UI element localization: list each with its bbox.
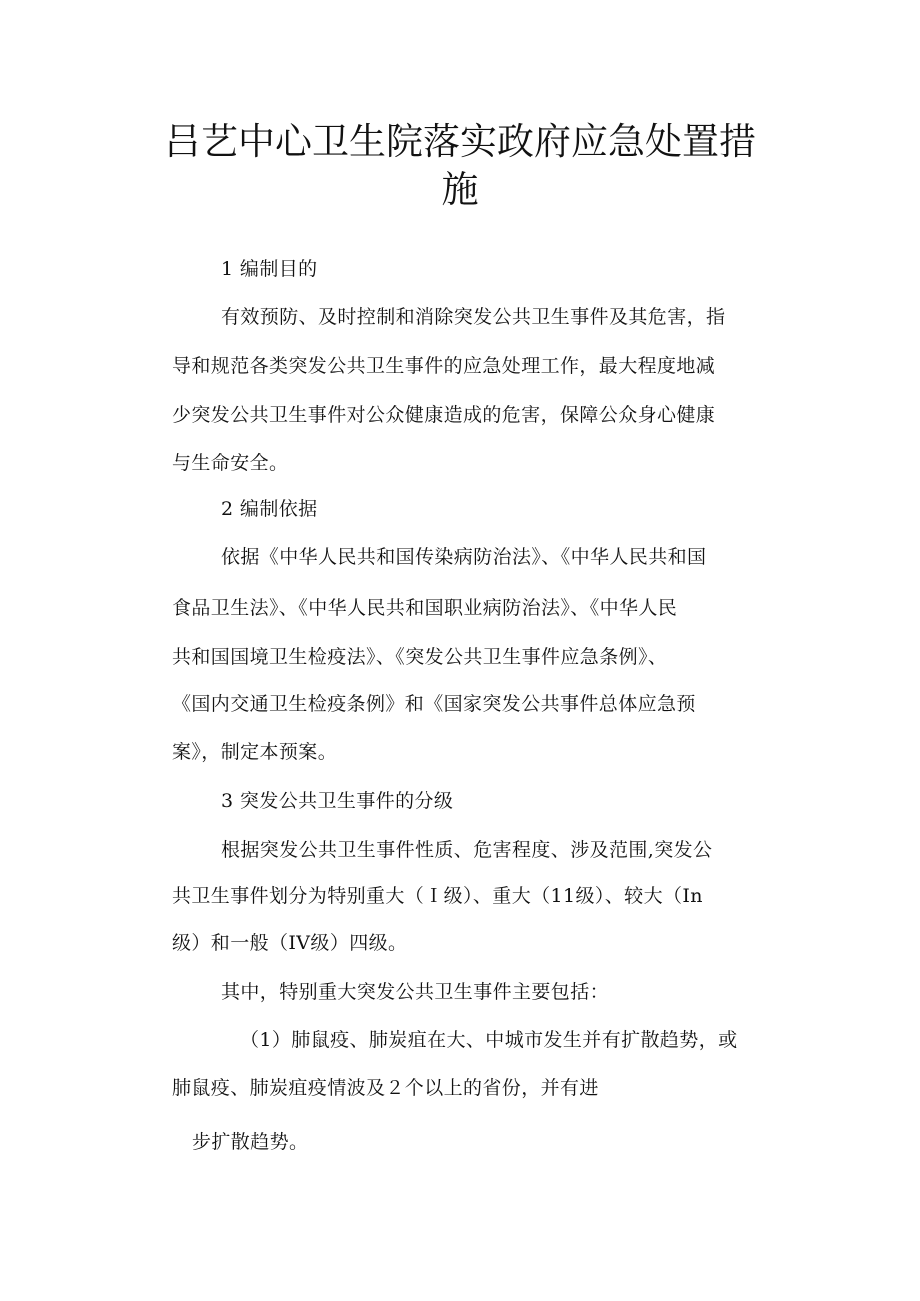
paragraph-line: 《国内交通卫生检疫条例》和《国家突发公共事件总体应急预: [172, 693, 696, 715]
section-heading: 3 突发公共卫生事件的分级: [221, 790, 454, 812]
paragraph-line: 食品卫生法》、《中华人民共和国职业病防治法》、《中华人民: [172, 597, 678, 619]
paragraph-line: 少突发公共卫生事件对公众健康造成的危害，保障公众身心健康: [172, 404, 716, 426]
paragraph-line: 案》，制定本预案。: [172, 741, 338, 763]
section-heading: 2 编制依据: [221, 498, 318, 520]
document-title: 吕艺中心卫生院落实政府应急处置措施: [164, 120, 756, 211]
paragraph-line: 导和规范各类突发公共卫生事件的应急处理工作，最大程度地减: [172, 355, 716, 377]
list-item-line: （1）肺鼠疫、肺炭疽在大、中城市发生并有扩散趋势，或: [240, 1029, 738, 1051]
paragraph-line: 依据《中华人民共和国传染病防治法》、《中华人民共和国: [221, 546, 707, 568]
paragraph-line: 其中，特别重大突发公共卫生事件主要包括：: [221, 981, 610, 1003]
paragraph-line: 与生命安全。: [172, 452, 289, 474]
paragraph-line: 有效预防、及时控制和消除突发公共卫生事件及其危害，指: [221, 306, 726, 328]
paragraph-line: 级）和一般（IV级）四级。: [172, 932, 408, 954]
section-heading: 1 编制目的: [221, 258, 318, 280]
list-item-line: 肺鼠疫、肺炭疽疫情波及２个以上的省份，并有进: [172, 1077, 599, 1099]
paragraph-line: 根据突发公共卫生事件性质、危害程度、涉及范围,突发公: [221, 839, 713, 861]
paragraph-line: 共卫生事件划分为特别重大（Ｉ级）、重大（11级）、较大（In: [172, 885, 703, 907]
paragraph-line: 共和国国境卫生检疫法》、《突发公共卫生事件应急条例》、: [172, 646, 668, 668]
list-item-line: 步扩散趋势。: [192, 1131, 309, 1153]
